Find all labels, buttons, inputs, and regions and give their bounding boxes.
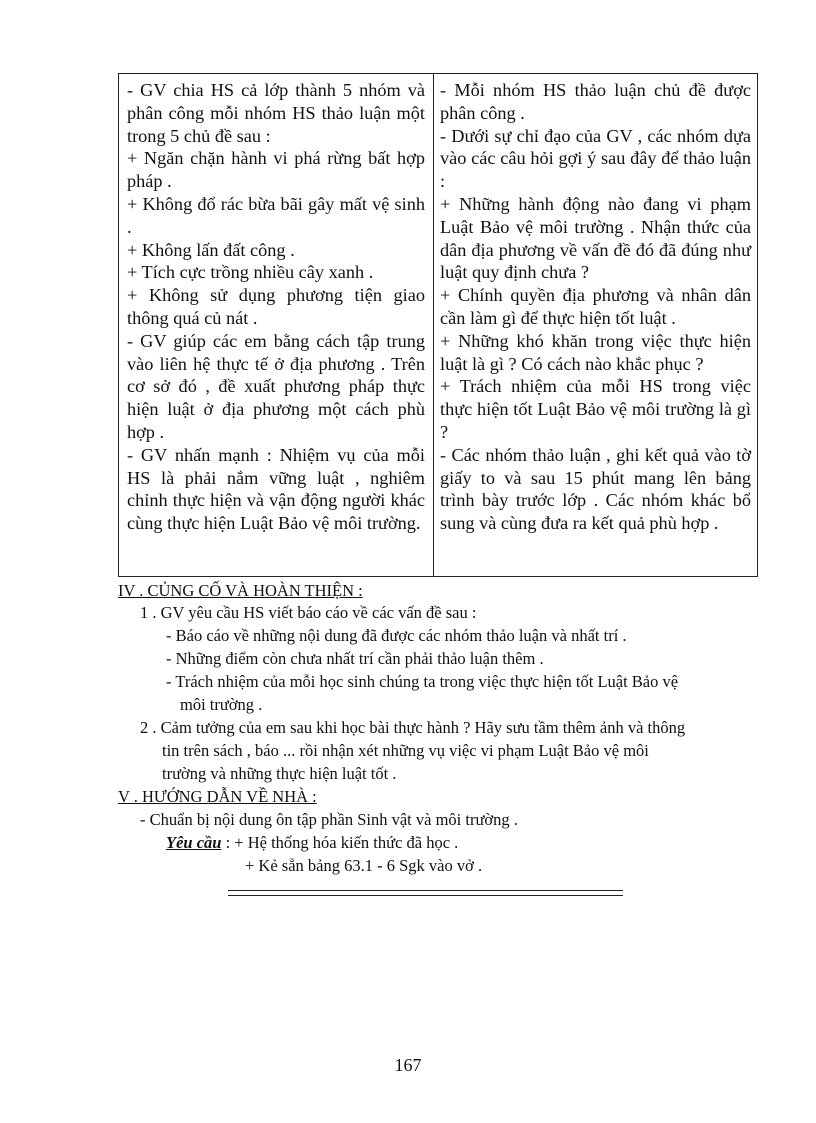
- section-5-heading: V . HƯỚNG DẪN VỀ NHÀ :: [118, 787, 317, 806]
- student-activity: - Dưới sự chỉ đạo của GV , các nhóm dựa vào các câu hỏi gợi ý sau đây để thảo luận :: [440, 125, 751, 192]
- divider-line: [228, 890, 623, 891]
- teacher-activity: - GV nhấn mạnh : Nhiệm vụ của mỗi HS là phải nắm vững luật , nghiêm chỉnh thực hiện và vận động người khác cùng thực hiện Luật Bảo vệ môi trường.: [127, 444, 425, 534]
- section-4-sub-item: - Những điểm còn chưa nhất trí cần phải thảo luận thêm .: [166, 649, 544, 668]
- divider-line: [228, 895, 623, 896]
- student-activity: + Trách nhiệm của mỗi HS trong việc thực hiện tốt Luật Bảo vệ môi trường là gì ?: [440, 376, 751, 442]
- student-activity: - Các nhóm thảo luận , ghi kết quả vào tờ giấy to và sau 15 phút mang lên bảng trình bày trước lớp . Các nhóm khác bổ sung và cùng đưa ra kết quả phù hợp .: [440, 444, 751, 534]
- teacher-activity: + Tích cực trồng nhiều cây xanh .: [127, 262, 374, 283]
- student-activity: + Chính quyền địa phương và nhân dân cần làm gì để thực hiện tốt luật .: [440, 285, 751, 328]
- requirement-1: : + Hệ thống hóa kiến thức đã học .: [221, 833, 459, 852]
- teacher-activity: - GV chia HS cả lớp thành 5 nhóm và phân công mỗi nhóm HS thảo luận một trong 5 chủ đề sau :: [127, 80, 425, 146]
- section-4-sub-item: - Trách nhiệm của mỗi học sinh chúng ta trong việc thực hiện tốt Luật Bảo vệ: [166, 672, 679, 691]
- teacher-activity: + Không lấn đất công .: [127, 239, 295, 260]
- section-4-sub-item-cont: môi trường .: [180, 695, 263, 714]
- student-activity: + Những khó khăn trong việc thực hiện luật là gì ? Có cách nào khắc phục ?: [440, 330, 751, 374]
- teacher-activity: + Không sử dụng phương tiện giao thông quá củ nát .: [127, 285, 425, 328]
- teacher-activities-column: [119, 74, 434, 576]
- section-4-item-2: 2 . Cảm tưởng của em sau khi học bài thực hành ? Hãy sưu tầm thêm ảnh và thông: [140, 718, 686, 737]
- requirement-2: + Kẻ sẵn bảng 63.1 - 6 Sgk vào vở .: [245, 856, 483, 875]
- teacher-activity: + Ngăn chặn hành vi phá rừng bất hợp pháp .: [127, 148, 425, 192]
- section-5-line: - Chuẩn bị nội dung ôn tập phần Sinh vật và môi trường .: [140, 810, 518, 829]
- section-4-heading: IV . CỦNG CỐ VÀ HOÀN THIỆN :: [118, 581, 363, 600]
- section-4-sub-item: - Báo cáo về những nội dung đã được các nhóm thảo luận và nhất trí .: [166, 626, 627, 645]
- requirements-label: Yêu cầu: [166, 833, 222, 852]
- section-4-item-2-cont: trường và những thực hiện luật tốt .: [162, 764, 397, 783]
- section-4-item-2-cont: tin trên sách , báo ... rồi nhận xét những vụ việc vi phạm Luật Bảo vệ môi: [162, 741, 649, 760]
- student-activity: - Mỗi nhóm HS thảo luận chủ đề được phân công .: [440, 80, 751, 123]
- student-activity: + Những hành động nào đang vi phạm Luật Bảo vệ môi trường . Nhận thức của dân địa phương về vấn đề đó đã đúng như luật quy định chưa ?: [440, 193, 751, 283]
- section-4-item-1: 1 . GV yêu cầu HS viết báo cáo về các vấn đề sau :: [140, 603, 477, 622]
- requirements-line: [166, 832, 458, 854]
- page-number: 167: [394, 1055, 422, 1075]
- teacher-activity: - GV giúp các em bằng cách tập trung vào liên hệ thực tế ở địa phương . Trên cơ sở đó , đề xuất phương pháp thực hiện luật ở địa phương một cách phù hợp .: [127, 330, 425, 442]
- teacher-activity: + Không đổ rác bừa bãi gây mất vệ sinh .: [127, 193, 425, 237]
- activity-table: [118, 73, 758, 577]
- student-activities-column: [434, 74, 757, 576]
